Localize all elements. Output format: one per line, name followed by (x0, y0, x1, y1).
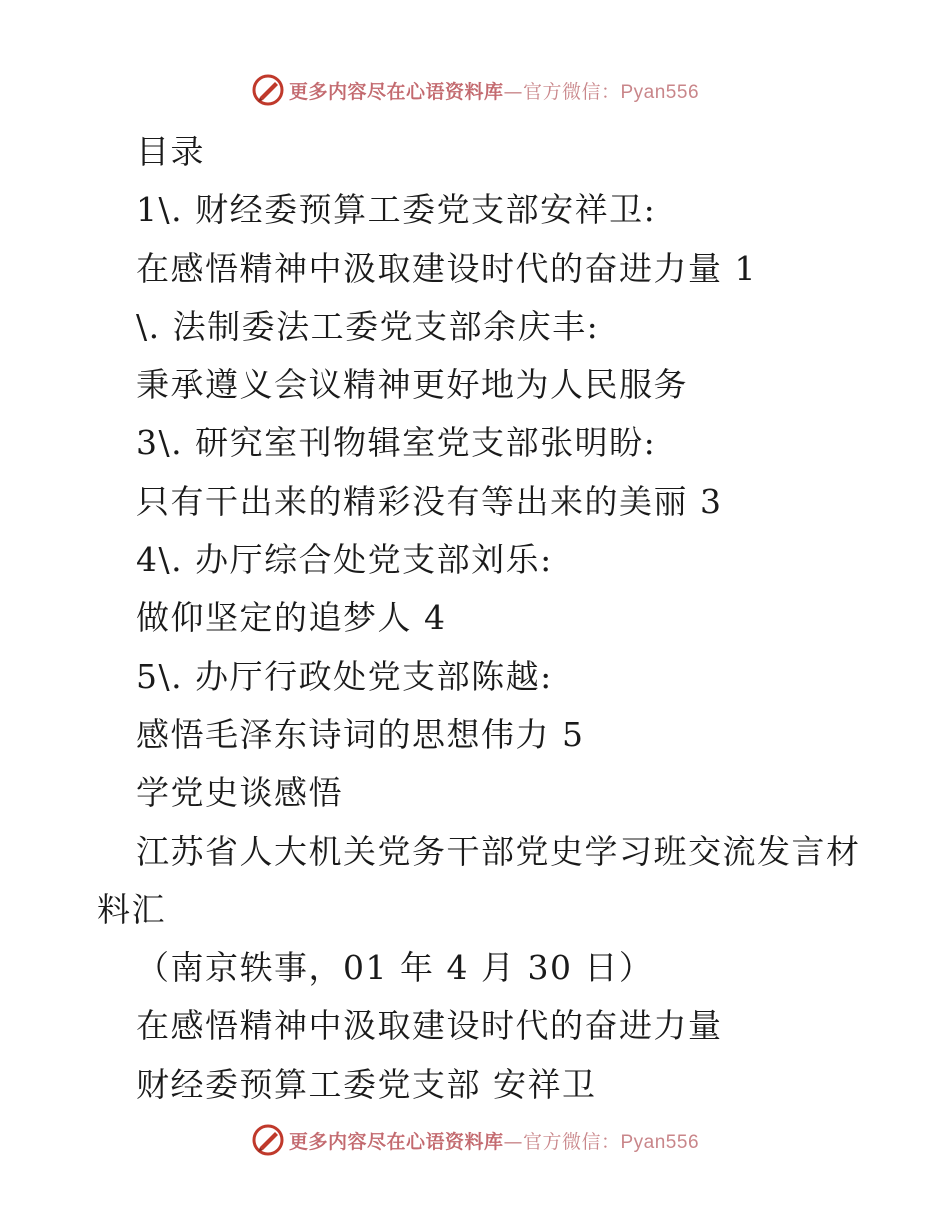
pen-logo-icon (251, 73, 285, 107)
toc-entry-1-title: 在感悟精神中汲取建设时代的奋进力量 1 (136, 248, 757, 288)
toc-entry-5-title: 感悟毛泽东诗词的思想伟力 5 (136, 714, 585, 754)
toc-entry-4-title: 做仰坚定的追梦人 4 (136, 598, 447, 638)
toc-heading: 目录 (136, 132, 205, 171)
collection-title-line-1: 江苏省人大机关党务干部党史学习班交流发言材 (136, 831, 861, 871)
watermark-header (0, 70, 950, 110)
toc-entry-5-author: 5\. 办厅行政处党支部陈越: (136, 656, 553, 696)
document-body (0, 123, 950, 1114)
toc-entry-3-title: 只有干出来的精彩没有等出来的美丽 3 (136, 481, 723, 521)
article-author: 财经委预算工委党支部 安祥卫 (136, 1064, 597, 1104)
section-heading: 学党史谈感悟 (136, 773, 343, 813)
watermark-text: 更多内容尽在心语资料库—官方微信：Pyan556 (288, 80, 700, 103)
toc-entry-4-author: 4\. 办厅综合处党支部刘乐: (136, 540, 553, 580)
toc-entry-3-author: 3\. 研究室刊物辑室党支部张明盼: (136, 423, 657, 463)
source-date: （南京轶事，01 年 4 月 30 日） (136, 948, 654, 988)
toc-entry-2-author: \. 法制委法工委党支部余庆丰: (136, 306, 600, 346)
toc-entry-2-title: 秉承遵义会议精神更好地为人民服务 (136, 365, 688, 405)
collection-title-line-2: 料汇 (97, 889, 166, 929)
watermark-text: 更多内容尽在心语资料库—官方微信：Pyan556 (288, 1130, 700, 1153)
pen-logo-icon (251, 1123, 285, 1157)
watermark-footer (0, 1120, 950, 1160)
toc-entry-1-author: 1\. 财经委预算工委党支部安祥卫: (136, 190, 657, 230)
article-title: 在感悟精神中汲取建设时代的奋进力量 (136, 1006, 723, 1046)
